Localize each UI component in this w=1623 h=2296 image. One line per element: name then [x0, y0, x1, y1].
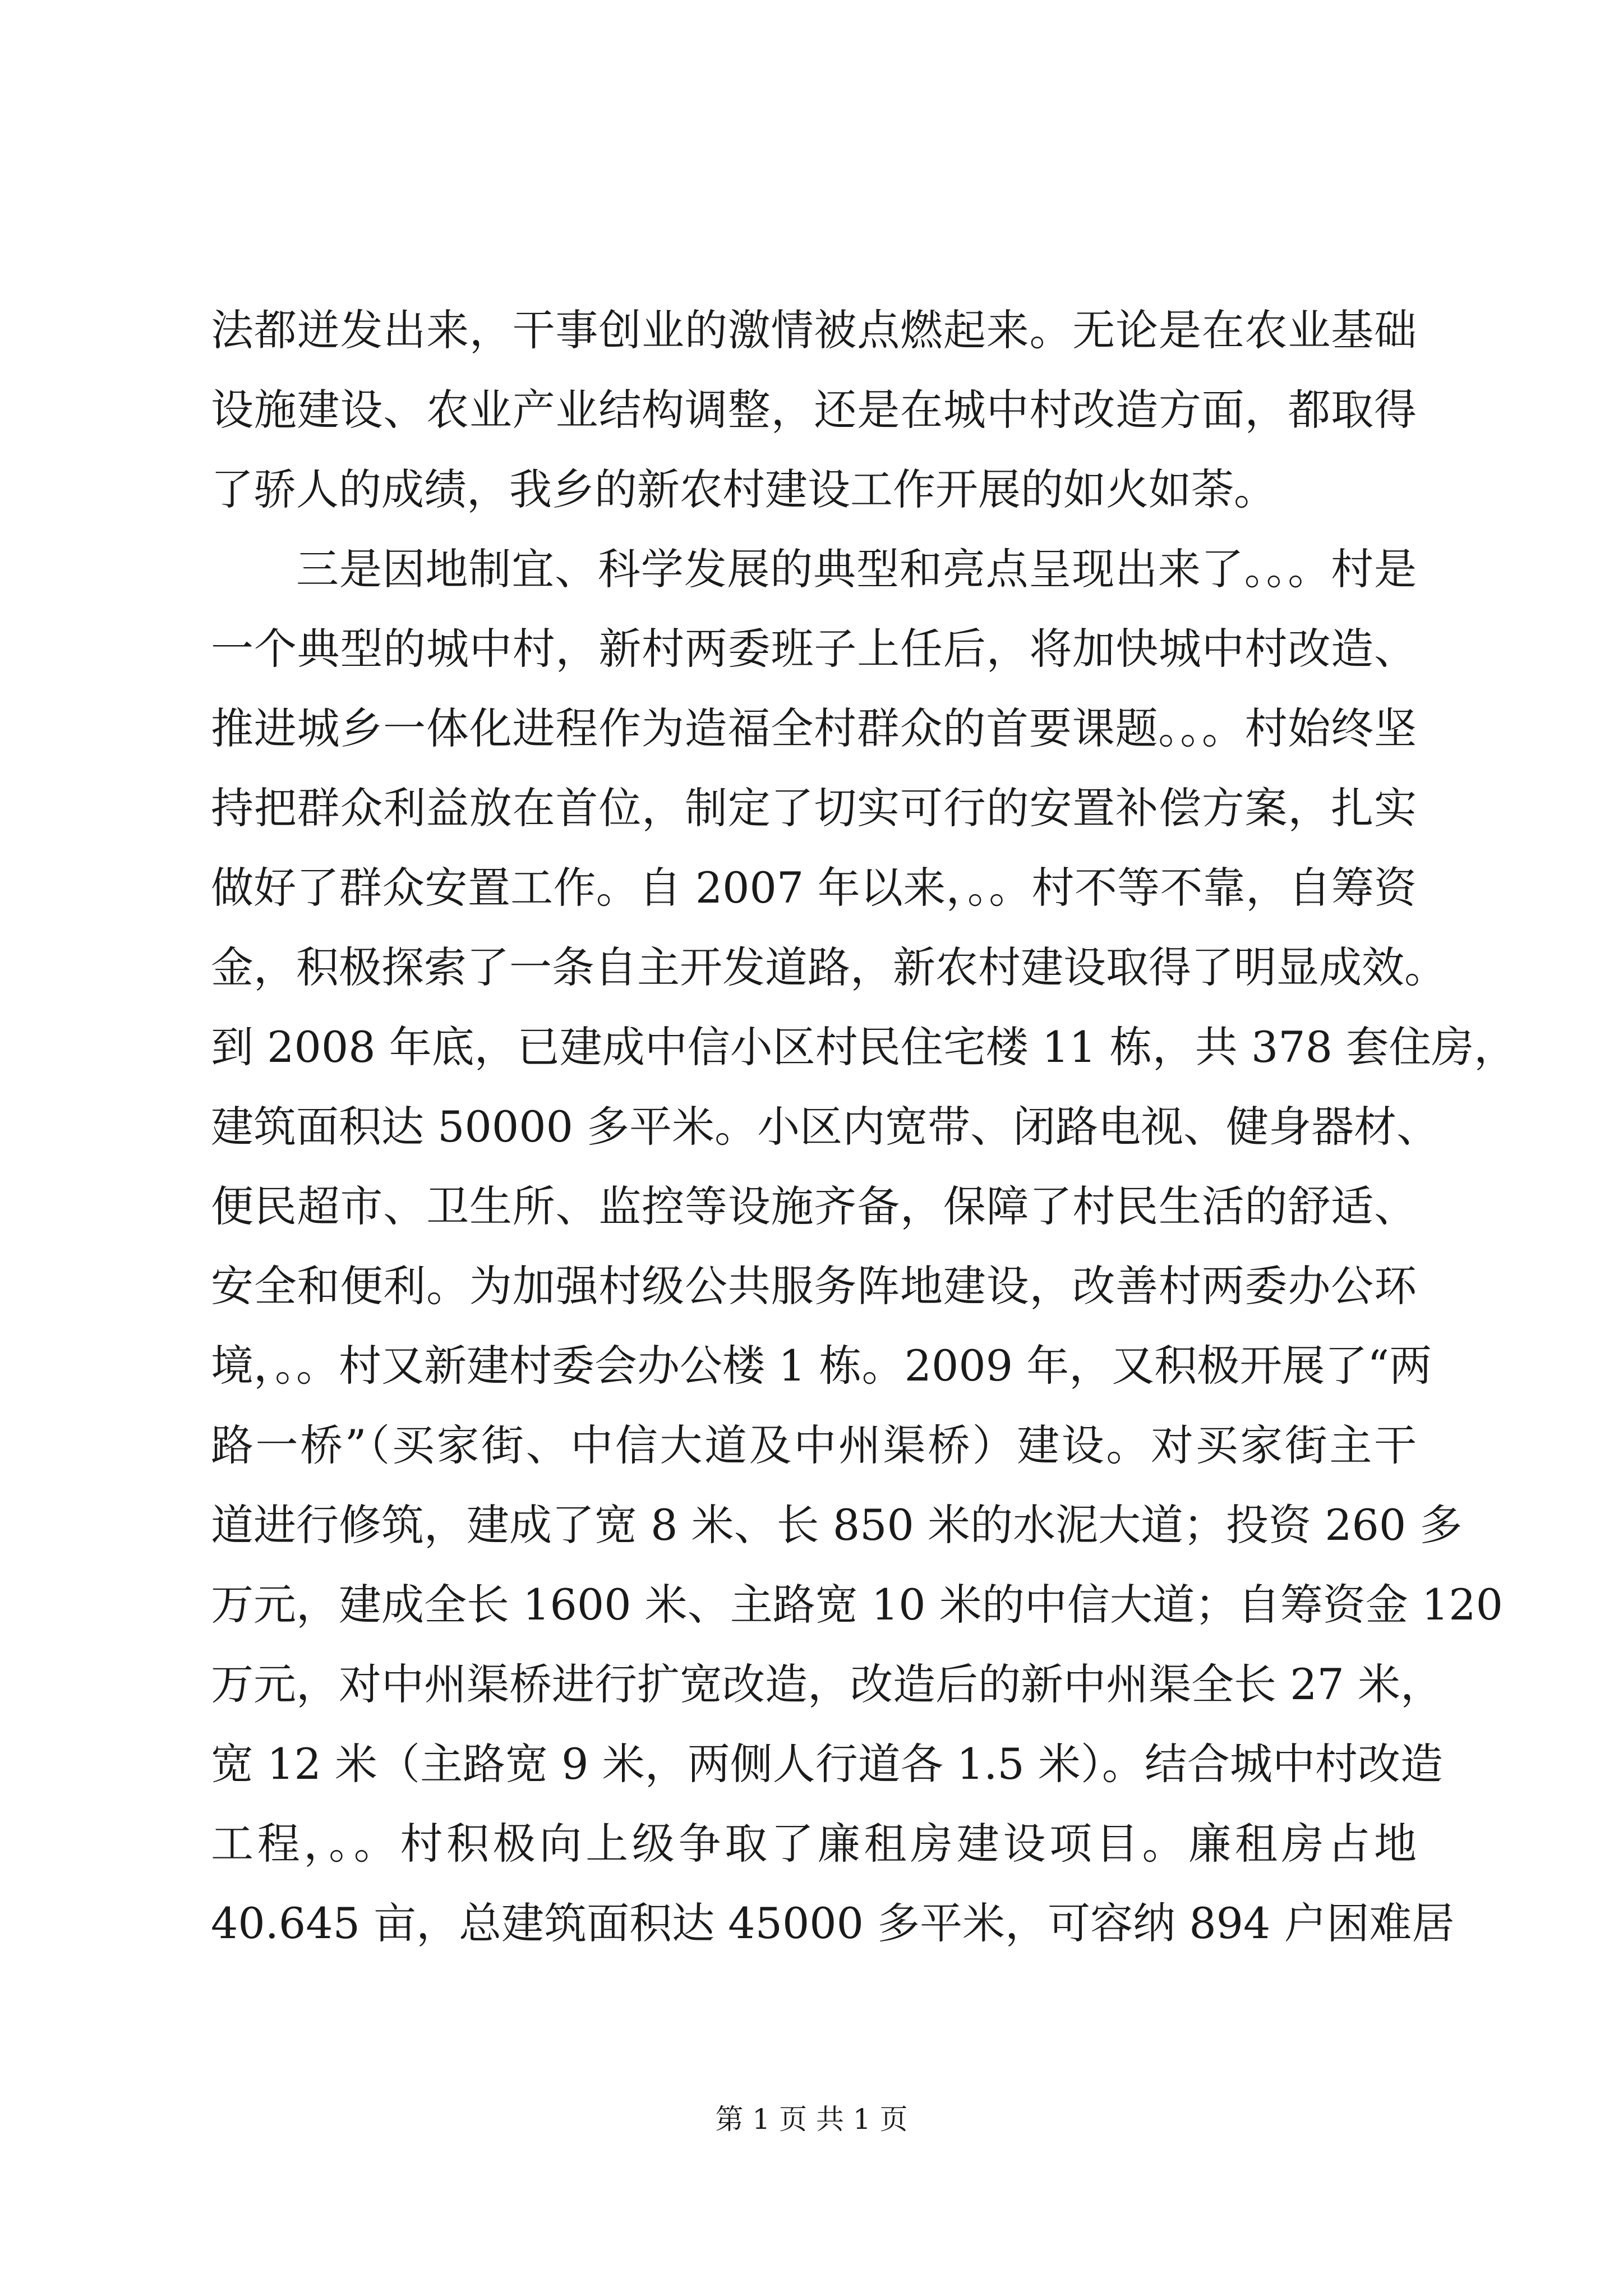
text-line: 法都迸发出来，干事创业的激情被点燃起来。无论是在农业基础: [211, 305, 1417, 355]
text-line: 道进行修筑，建成了宽 8 米、长 850 米的水泥大道；投资 260 多: [211, 1500, 1463, 1550]
body-text: [211, 291, 1517, 1963]
text-line: 到 2008 年底，已建成中信小区村民住宅楼 11 栋，共 378 套住房，: [211, 1022, 1517, 1072]
text-line: 工程，。。村积极向上级争取了廉租房建设项目。廉租房占地: [211, 1819, 1417, 1869]
text-line: 金，积极探索了一条自主开发道路，新农村建设取得了明显成效。: [211, 942, 1447, 992]
text-line: 便民超市、卫生所、监控等设施齐备，保障了村民生活的舒适、: [211, 1181, 1417, 1231]
text-line: 三是因地制宜、科学发展的典型和亮点呈现出来了。。。村是: [296, 544, 1417, 594]
text-line: 境，。。村又新建村委会办公楼 1 栋。2009 年，又积极开展了“两: [211, 1341, 1432, 1391]
text-line: 宽 12 米（主路宽 9 米，两侧人行道各 1.5 米）。结合城中村改造: [211, 1739, 1443, 1789]
text-line: 安全和便利。为加强村级公共服务阵地建设，改善村两委办公环: [211, 1261, 1417, 1311]
text-line: 万元，建成全长 1600 米、主路宽 10 米的中信大道；自筹资金 120: [211, 1580, 1503, 1630]
text-line: 设施建设、农业产业结构调整，还是在城中村改造方面，都取得: [211, 385, 1417, 435]
text-line: 40.645 亩，总建筑面积达 45000 多平米，可容纳 894 户困难居: [211, 1898, 1455, 1948]
text-line: 了骄人的成绩，我乡的新农村建设工作开展的如火如荼。: [211, 464, 1276, 514]
text-line: 推进城乡一体化进程作为造福全村群众的首要课题。。。村始终坚: [211, 703, 1417, 753]
text-line: 一个典型的城中村，新村两委班子上任后，将加快城中村改造、: [211, 624, 1417, 674]
text-line: 路一桥”（买家街、中信大道及中州渠桥）建设。对买家街主干: [211, 1420, 1417, 1470]
text-line: 建筑面积达 50000 多平米。小区内宽带、闭路电视、健身器材、: [211, 1102, 1440, 1152]
text-line: 持把群众利益放在首位，制定了切实可行的安置补偿方案，扎实: [211, 783, 1417, 833]
text-line: 做好了群众安置工作。自 2007 年以来，。。村不等不靠，自筹资: [211, 863, 1417, 913]
text-line: 万元，对中州渠桥进行扩宽改造，改造后的新中州渠全长 27 米，: [211, 1659, 1444, 1709]
page-number-footer: 第 1 页 共 1 页: [715, 2103, 908, 2136]
